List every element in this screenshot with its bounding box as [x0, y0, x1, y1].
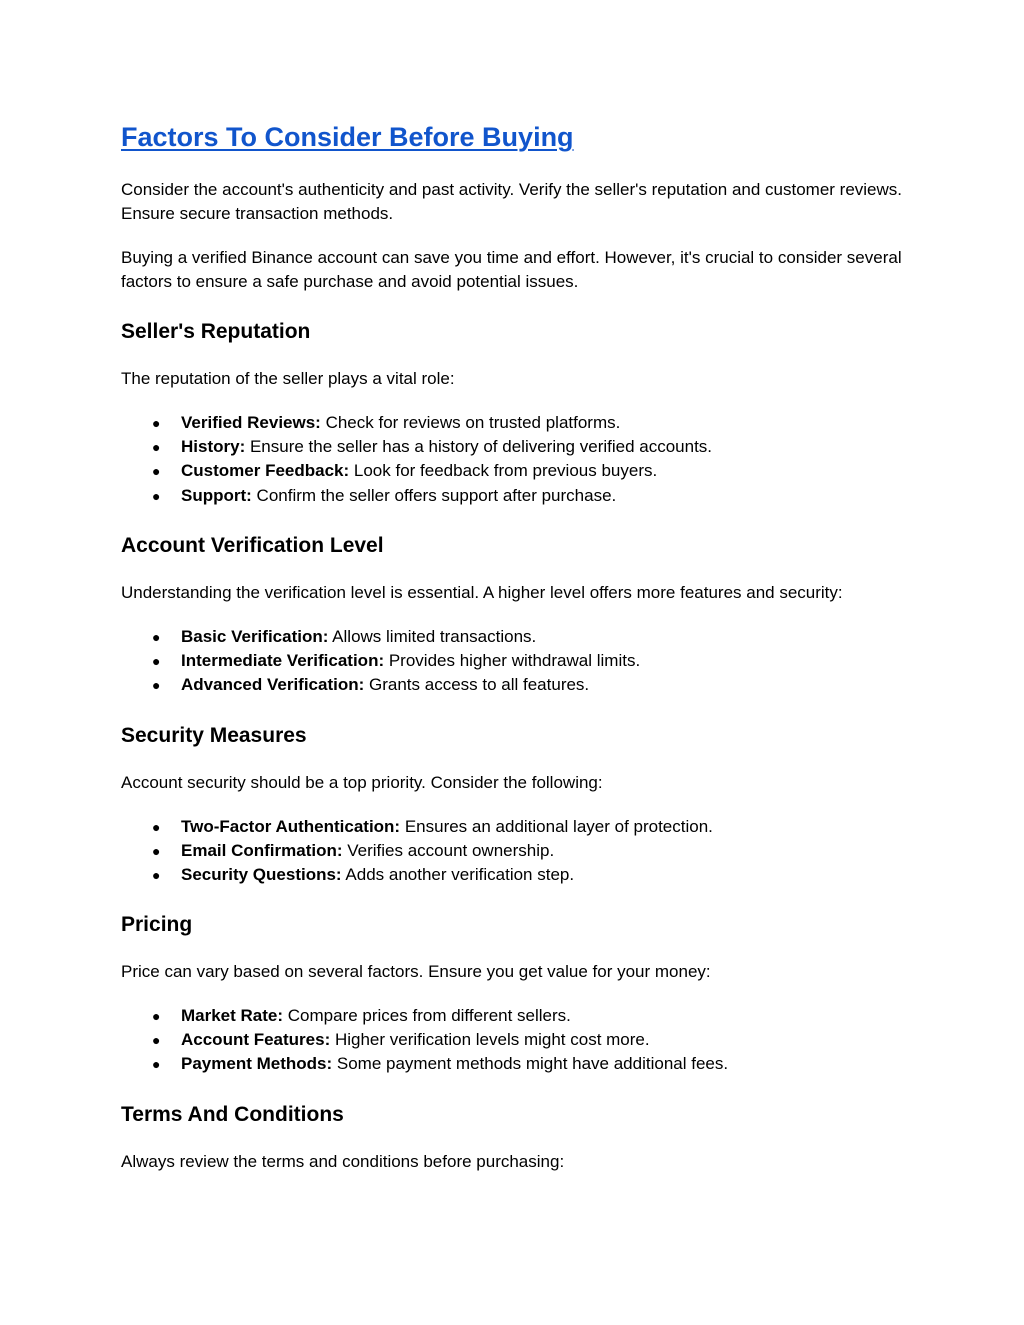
item-text: Provides higher withdrawal limits.: [384, 651, 641, 671]
section-text: Always review the terms and conditions before purchasing:: [121, 1152, 565, 1171]
intro-paragraph-1: Consider the account's authenticity and past activity. Verify the seller's reputation and customer reviews. Ensure secure transaction methods.: [121, 180, 903, 223]
item-label: Support:: [181, 485, 252, 505]
section-heading: Terms And Conditions: [121, 1103, 344, 1126]
bullet-icon: ●: [152, 819, 161, 835]
list-item: [121, 1004, 921, 1028]
section-text: Understanding the verification level is essential. A higher level offers more features and security:: [121, 583, 843, 602]
item-text: Compare prices from different sellers.: [283, 1006, 571, 1025]
bullet-icon: ●: [152, 1008, 161, 1024]
list-item: [121, 839, 921, 863]
section-heading: Pricing: [121, 913, 193, 936]
item-label: History:: [181, 437, 246, 457]
bullet-icon: ●: [152, 867, 161, 884]
list-item: [121, 435, 921, 459]
bullet-icon: ●: [152, 1032, 161, 1049]
bullet-icon: ●: [152, 843, 161, 860]
item-label: Security Questions:: [181, 865, 342, 885]
item-label: Advanced Verification:: [181, 675, 365, 695]
item-label: Basic Verification:: [181, 627, 329, 646]
section-text: The reputation of the seller plays a vital role:: [121, 369, 455, 388]
item-label: Payment Methods:: [181, 1054, 333, 1074]
list-item: [121, 484, 921, 508]
bullet-list: [121, 411, 921, 508]
item-text: Ensures an additional layer of protection.: [400, 817, 713, 836]
item-text: Adds another verification step.: [341, 865, 575, 885]
section-heading: Account Verification Level: [121, 534, 384, 557]
bullet-icon: ●: [152, 677, 161, 694]
item-text: Check for reviews on trusted platforms.: [320, 413, 621, 432]
bullet-list: [121, 1004, 921, 1077]
item-text: Higher verification levels might cost more.: [330, 1030, 650, 1050]
list-item: [121, 863, 921, 887]
list-item: [121, 459, 921, 483]
bullet-icon: ●: [152, 1056, 161, 1073]
intro-paragraph-2: Buying a verified Binance account can save you time and effort. However, it's crucial to consider several factors to ensure a safe purchase and avoid potential issues.: [121, 248, 902, 291]
item-text: Allows limited transactions.: [328, 627, 537, 646]
item-label: Two-Factor Authentication:: [181, 817, 401, 836]
list-item: [121, 411, 921, 435]
item-text: Ensure the seller has a history of delivering verified accounts.: [245, 437, 713, 457]
item-text: Verifies account ownership.: [342, 841, 555, 861]
bullet-icon: ●: [152, 653, 161, 670]
item-text: Look for feedback from previous buyers.: [349, 461, 658, 481]
bullet-icon: ●: [152, 487, 161, 504]
bullet-icon: ●: [152, 439, 161, 456]
item-label: Account Features:: [181, 1030, 331, 1050]
list-item: [121, 625, 921, 649]
bullet-icon: ●: [152, 629, 161, 645]
item-text: Some payment methods might have additional fees.: [332, 1054, 729, 1074]
bullet-icon: ●: [152, 415, 161, 431]
list-item: [121, 1028, 921, 1052]
bullet-list: [121, 815, 921, 888]
bullet-list: [121, 625, 921, 698]
item-label: Email Confirmation:: [181, 841, 343, 861]
list-item: [121, 649, 921, 673]
section-heading: Seller's Reputation: [121, 320, 311, 343]
item-text: Confirm the seller offers support after purchase.: [251, 485, 617, 505]
page-title: [121, 120, 574, 154]
bullet-icon: ●: [152, 463, 161, 480]
item-label: Intermediate Verification:: [181, 651, 385, 671]
item-text: Grants access to all features.: [364, 675, 590, 695]
item-label: Customer Feedback:: [181, 461, 350, 481]
list-item: [121, 815, 921, 839]
section-text: Price can vary based on several factors. Ensure you get value for your money:: [121, 962, 711, 981]
item-label: Verified Reviews:: [181, 413, 321, 432]
section-heading: Security Measures: [121, 724, 307, 747]
section-text: Account security should be a top priority. Consider the following:: [121, 773, 603, 792]
list-item: [121, 673, 921, 697]
title-link[interactable]: Factors To Consider Before Buying: [121, 122, 574, 152]
item-label: Market Rate:: [181, 1006, 284, 1025]
list-item: [121, 1052, 921, 1076]
